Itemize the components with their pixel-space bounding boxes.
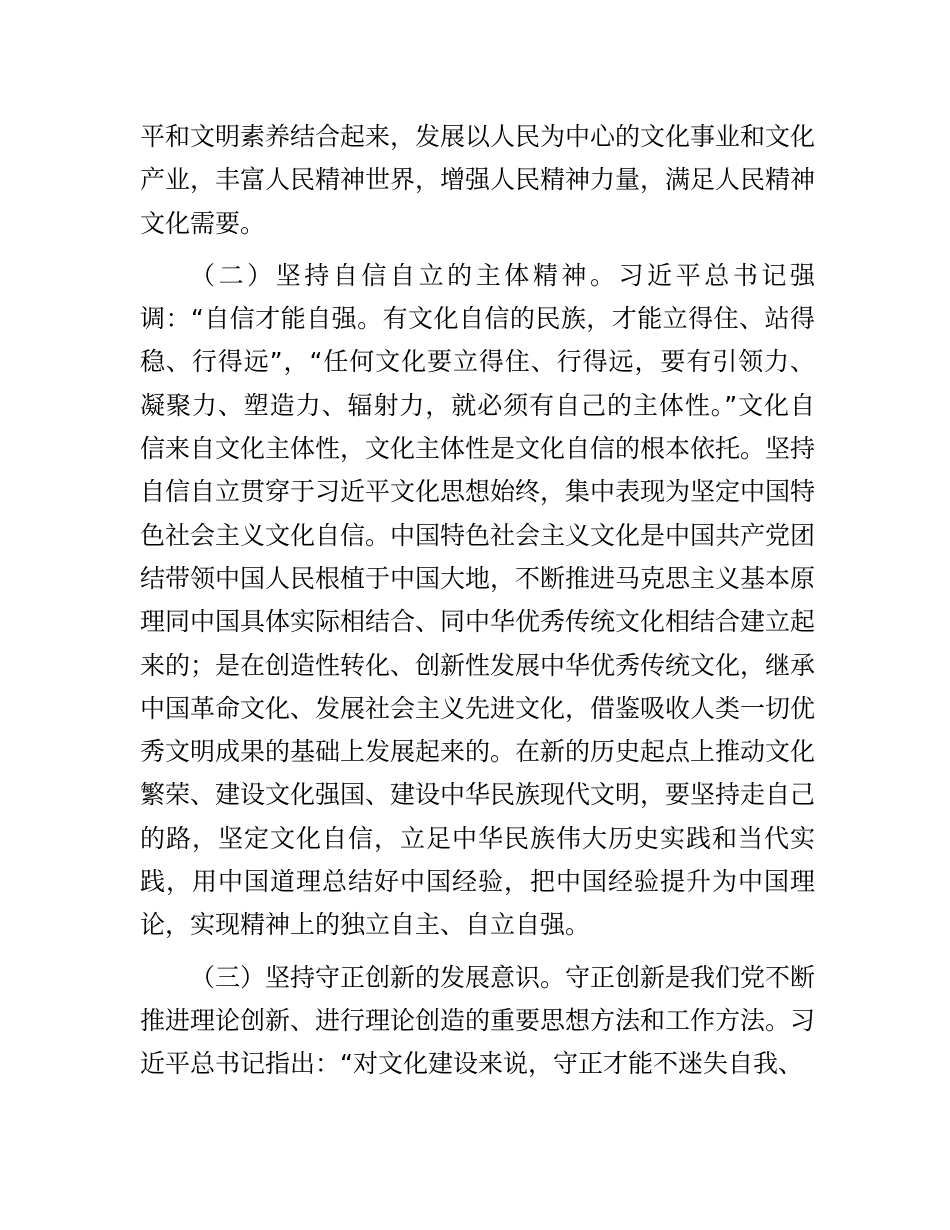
paragraph-section-two: （二）坚持自信自立的主体精神。习近平总书记强调：“自信才能自强。有文化自信的民族，才能立得住、站得稳、行得远”，“任何文化要立得住、行得远，要有引领力、凝聚力、塑造力、辐射力，就必须有自己的主体性。”文化自信来自文化主体性，文化主体性是文化自信的根本依托。坚持自信自立贯穿于习近平文化思想始终，集中表现为坚定中国特色社会主义文化自信。中国特色社会主义文化是中国共产党团结带领中国人民根植于中国大地，不断推进马克思主义基本原理同中国具体实际相结合、同中华优秀传统文化相结合建立起来的；是在创造性转化、创新性发展中华优秀传统文化，继承中国革命文化、发展社会主义先进文化，借鉴吸收人类一切优秀文明成果的基础上发展起来的。在新的历史起点上推动文化繁荣、建设文化强国、建设中华民族现代文明，要坚持走自己的路，坚定文化自信，立足中华民族伟大历史实践和当代实践，用中国道理总结好中国经验，把中国经验提升为中国理论，实现精神上的独立自主、自立自强。 (140, 260, 816, 940)
paragraph-continuation: 平和文明素养结合起来，发展以人民为中心的文化事业和文化产业，丰富人民精神世界，增强人民精神力量，满足人民精神文化需要。 (140, 122, 816, 238)
paragraph-section-three: （三）坚持守正创新的发展意识。守正创新是我们党不断推进理论创新、进行理论创造的重要思想方法和工作方法。习近平总书记指出：“对文化建设来说，守正才能不迷失自我、 (140, 962, 816, 1079)
document-body (140, 115, 815, 1095)
